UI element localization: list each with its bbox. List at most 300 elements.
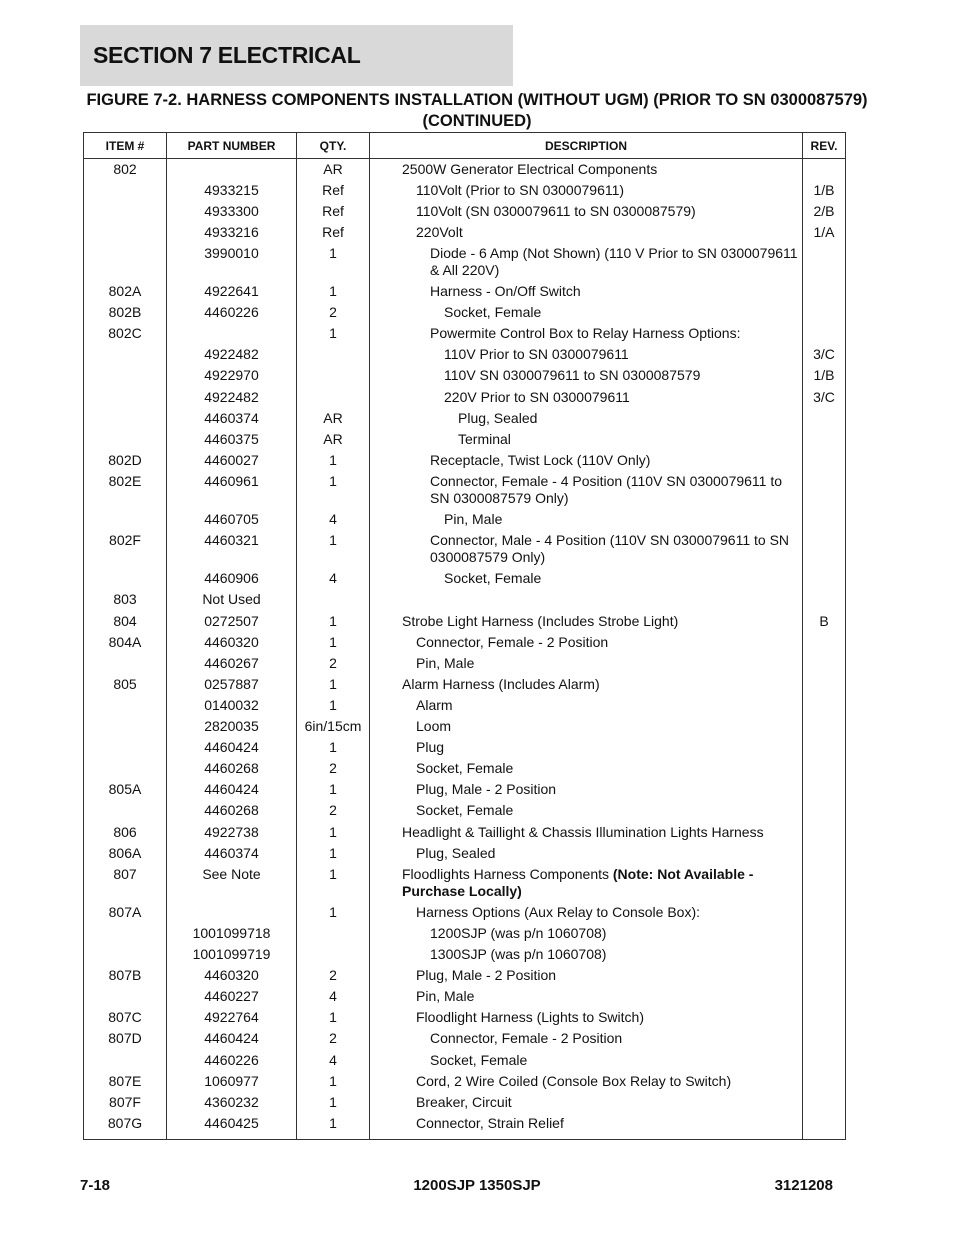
description-text: 110Volt (SN 0300079611 to SN 0300087579): [416, 202, 696, 219]
quantity-cell: 1: [297, 674, 370, 695]
description-text: 110V Prior to SN 0300079611: [444, 346, 629, 363]
quantity-cell: 1: [297, 1092, 370, 1113]
part-number-cell: [167, 902, 297, 923]
description-text: 220Volt: [416, 223, 463, 240]
item-number-cell: [84, 429, 167, 450]
description-text: 1300SJP (was p/n 1060708): [430, 946, 607, 963]
revision-cell: [803, 864, 846, 902]
description-text: Terminal: [458, 430, 511, 447]
description-cell: [370, 1008, 803, 1029]
part-number-cell: 4922482: [167, 387, 297, 408]
description-text: Powermite Control Box to Relay Harness Options:: [430, 325, 741, 342]
revision-cell: [803, 408, 846, 429]
description-text: Plug, Male - 2 Position: [416, 967, 557, 984]
description-cell: [370, 531, 803, 569]
table-row: [84, 1092, 846, 1113]
item-number-cell: 802C: [84, 324, 167, 345]
revision-cell: [803, 801, 846, 822]
item-number-cell: 803: [84, 590, 167, 611]
description-cell: [370, 345, 803, 366]
description-note: (Note: Not Available - Purchase Locally): [402, 865, 754, 899]
revision-cell: 3/C: [803, 345, 846, 366]
item-number-cell: [84, 738, 167, 759]
quantity-cell: 4: [297, 569, 370, 590]
quantity-cell: 1: [297, 471, 370, 509]
quantity-cell: 1: [297, 611, 370, 632]
item-number-cell: [84, 201, 167, 222]
description-text: Connector, Female - 2 Position: [430, 1030, 623, 1047]
item-number-cell: 806: [84, 822, 167, 843]
revision-cell: 1/B: [803, 366, 846, 387]
description-text: Plug: [416, 739, 445, 756]
description-text: Plug, Sealed: [416, 844, 496, 861]
quantity-cell: 2: [297, 759, 370, 780]
part-number-cell: 4460425: [167, 1113, 297, 1134]
revision-cell: [803, 1113, 846, 1134]
item-number-cell: [84, 1050, 167, 1071]
revision-cell: [803, 822, 846, 843]
part-number-cell: 4460320: [167, 966, 297, 987]
item-number-cell: 807B: [84, 966, 167, 987]
description-text: Alarm Harness (Includes Alarm): [402, 675, 600, 692]
description-text: Connector, Female - 2 Position: [416, 633, 609, 650]
table-body: [84, 159, 846, 1140]
table-row: [84, 653, 846, 674]
quantity-cell: 1: [297, 1113, 370, 1134]
part-number-cell: 4460374: [167, 843, 297, 864]
description-text: Socket, Female: [444, 570, 542, 587]
description-cell: [370, 966, 803, 987]
table-row: [84, 923, 846, 944]
table-row: [84, 408, 846, 429]
quantity-cell: 6in/15cm: [297, 717, 370, 738]
quantity-cell: 4: [297, 987, 370, 1008]
column-header-qty: QTY.: [297, 133, 370, 159]
description-text: Floodlight Harness (Lights to Switch): [416, 1009, 644, 1026]
table-row: [84, 303, 846, 324]
quantity-cell: 1: [297, 902, 370, 923]
part-number-cell: 4460321: [167, 531, 297, 569]
revision-cell: 1/A: [803, 222, 846, 243]
revision-cell: [803, 902, 846, 923]
part-number-cell: 4460226: [167, 303, 297, 324]
item-number-cell: 802: [84, 159, 167, 181]
description-text: Pin, Male: [416, 654, 475, 671]
quantity-cell: 4: [297, 1050, 370, 1071]
item-number-cell: [84, 759, 167, 780]
description-text: Alarm: [416, 696, 453, 713]
column-header-item: ITEM #: [84, 133, 167, 159]
description-text: 110Volt (Prior to SN 0300079611): [416, 181, 625, 198]
part-number-cell: Not Used: [167, 590, 297, 611]
revision-cell: [803, 987, 846, 1008]
revision-cell: [803, 695, 846, 716]
description-text: Plug, Male - 2 Position: [416, 781, 557, 798]
description-cell: [370, 717, 803, 738]
table-row: [84, 1050, 846, 1071]
description-cell: [370, 987, 803, 1008]
table-row: [84, 632, 846, 653]
item-number-cell: 806A: [84, 843, 167, 864]
revision-cell: [803, 966, 846, 987]
description-cell: [370, 611, 803, 632]
part-number-cell: [167, 159, 297, 181]
description-text: Connector, Male - 4 Position (110V SN 0300079611 to SN 0300087579 Only): [430, 532, 790, 566]
revision-cell: [803, 531, 846, 569]
revision-cell: [803, 717, 846, 738]
item-number-cell: [84, 345, 167, 366]
description-cell: [370, 1113, 803, 1134]
table-row: [84, 695, 846, 716]
table-row: [84, 717, 846, 738]
table-row: [84, 243, 846, 281]
description-cell: [370, 303, 803, 324]
quantity-cell: AR: [297, 408, 370, 429]
item-number-cell: 802F: [84, 531, 167, 569]
description-text: Loom: [416, 718, 452, 735]
part-number-cell: [167, 324, 297, 345]
part-number-cell: 4460027: [167, 450, 297, 471]
item-number-cell: 807D: [84, 1029, 167, 1050]
part-number-cell: 1001099719: [167, 945, 297, 966]
revision-cell: [803, 923, 846, 944]
column-header-description: DESCRIPTION: [370, 133, 803, 159]
table-row: [84, 611, 846, 632]
revision-cell: [803, 282, 846, 303]
quantity-cell: AR: [297, 429, 370, 450]
description-text: Socket, Female: [444, 304, 542, 321]
empty-cell: [84, 1134, 167, 1139]
quantity-cell: 1: [297, 843, 370, 864]
item-number-cell: [84, 923, 167, 944]
empty-cell: [297, 1134, 370, 1139]
item-number-cell: [84, 695, 167, 716]
quantity-cell: Ref: [297, 201, 370, 222]
revision-cell: 2/B: [803, 201, 846, 222]
description-text: Socket, Female: [430, 1051, 528, 1068]
description-cell: [370, 569, 803, 590]
part-number-cell: 0257887: [167, 674, 297, 695]
description-cell: [370, 1050, 803, 1071]
revision-cell: 3/C: [803, 387, 846, 408]
part-number-cell: 4460424: [167, 780, 297, 801]
table-row: [84, 590, 846, 611]
part-number-cell: 4933216: [167, 222, 297, 243]
description-cell: [370, 843, 803, 864]
table-row: [84, 222, 846, 243]
table-row: [84, 324, 846, 345]
footer-model: 1200SJP 1350SJP: [413, 1177, 541, 1194]
table-row: [84, 159, 846, 181]
table-row: [84, 282, 846, 303]
description-text: Pin, Male: [444, 511, 503, 528]
description-text: Socket, Female: [416, 760, 514, 777]
description-cell: [370, 738, 803, 759]
revision-cell: [803, 590, 846, 611]
description-cell: [370, 923, 803, 944]
table-row: [84, 471, 846, 509]
description-cell: [370, 632, 803, 653]
description-text: Receptacle, Twist Lock (110V Only): [430, 451, 651, 468]
description-cell: [370, 945, 803, 966]
revision-cell: [803, 450, 846, 471]
description-cell: [370, 801, 803, 822]
description-text: Breaker, Circuit: [416, 1093, 512, 1110]
table-row: [84, 429, 846, 450]
table-row: [84, 569, 846, 590]
revision-cell: [803, 1050, 846, 1071]
description-cell: [370, 590, 803, 611]
revision-cell: [803, 324, 846, 345]
description-text: 220V Prior to SN 0300079611: [444, 388, 630, 405]
description-text: Socket, Female: [416, 802, 514, 819]
part-number-cell: 4460424: [167, 738, 297, 759]
description-cell: [370, 759, 803, 780]
quantity-cell: 2: [297, 1029, 370, 1050]
part-number-cell: 4933215: [167, 180, 297, 201]
quantity-cell: [297, 366, 370, 387]
part-number-cell: 0272507: [167, 611, 297, 632]
description-cell: [370, 1092, 803, 1113]
item-number-cell: [84, 717, 167, 738]
description-cell: [370, 1029, 803, 1050]
description-cell: [370, 282, 803, 303]
part-number-cell: 4460268: [167, 759, 297, 780]
revision-cell: [803, 843, 846, 864]
item-number-cell: [84, 222, 167, 243]
description-text: Plug, Sealed: [458, 409, 538, 426]
part-number-cell: 4460227: [167, 987, 297, 1008]
description-text: Strobe Light Harness (Includes Strobe Light): [402, 612, 679, 629]
item-number-cell: 802A: [84, 282, 167, 303]
item-number-cell: 807G: [84, 1113, 167, 1134]
description-text: 2500W Generator Electrical Components: [402, 160, 658, 177]
table-row: [84, 945, 846, 966]
quantity-cell: 1: [297, 1071, 370, 1092]
part-number-cell: 4460375: [167, 429, 297, 450]
description-cell: [370, 450, 803, 471]
quantity-cell: [297, 387, 370, 408]
item-number-cell: 805: [84, 674, 167, 695]
quantity-cell: 2: [297, 966, 370, 987]
part-number-cell: 4922641: [167, 282, 297, 303]
item-number-cell: [84, 408, 167, 429]
part-number-cell: 4922764: [167, 1008, 297, 1029]
empty-cell: [803, 1134, 846, 1139]
description-cell: [370, 324, 803, 345]
table-row: [84, 450, 846, 471]
item-number-cell: [84, 510, 167, 531]
item-number-cell: [84, 987, 167, 1008]
item-number-cell: [84, 387, 167, 408]
description-cell: [370, 222, 803, 243]
section-header: SECTION 7 ELECTRICAL: [80, 25, 513, 86]
description-cell: [370, 159, 803, 181]
table-row: [84, 1029, 846, 1050]
revision-cell: [803, 243, 846, 281]
part-number-cell: 3990010: [167, 243, 297, 281]
quantity-cell: Ref: [297, 180, 370, 201]
item-number-cell: 807E: [84, 1071, 167, 1092]
table-row: [84, 864, 846, 902]
part-number-cell: 4922738: [167, 822, 297, 843]
table-row: [84, 987, 846, 1008]
quantity-cell: 4: [297, 510, 370, 531]
revision-cell: [803, 759, 846, 780]
part-number-cell: 4933300: [167, 201, 297, 222]
parts-table: [83, 132, 846, 1140]
table-row: [84, 531, 846, 569]
quantity-cell: 1: [297, 780, 370, 801]
description-text: Headlight & Taillight & Chassis Illumination Lights Harness: [402, 823, 764, 840]
part-number-cell: 0140032: [167, 695, 297, 716]
part-number-cell: 4460424: [167, 1029, 297, 1050]
quantity-cell: [297, 945, 370, 966]
description-text: Floodlights Harness Components: [402, 865, 613, 882]
table-row: [84, 387, 846, 408]
part-number-cell: 4360232: [167, 1092, 297, 1113]
item-number-cell: 804: [84, 611, 167, 632]
table-row: [84, 822, 846, 843]
description-cell: [370, 864, 803, 902]
table-row: [84, 902, 846, 923]
revision-cell: [803, 1029, 846, 1050]
revision-cell: [803, 653, 846, 674]
revision-cell: B: [803, 611, 846, 632]
table-header-row: [84, 133, 846, 159]
description-cell: [370, 1071, 803, 1092]
part-number-cell: 4460226: [167, 1050, 297, 1071]
description-text: Pin, Male: [416, 988, 475, 1005]
item-number-cell: 802D: [84, 450, 167, 471]
quantity-cell: [297, 345, 370, 366]
quantity-cell: Ref: [297, 222, 370, 243]
table-row: [84, 345, 846, 366]
quantity-cell: 1: [297, 864, 370, 902]
item-number-cell: 807A: [84, 902, 167, 923]
quantity-cell: 1: [297, 531, 370, 569]
description-text: 110V SN 0300079611 to SN 0300087579: [444, 367, 701, 384]
item-number-cell: 802E: [84, 471, 167, 509]
quantity-cell: 2: [297, 653, 370, 674]
item-number-cell: [84, 366, 167, 387]
part-number-cell: 4460374: [167, 408, 297, 429]
description-cell: [370, 429, 803, 450]
quantity-cell: 1: [297, 738, 370, 759]
description-text: Connector, Female - 4 Position (110V SN 0300079611 to SN 0300087579 Only): [430, 472, 783, 506]
quantity-cell: 1: [297, 1008, 370, 1029]
empty-cell: [167, 1134, 297, 1139]
description-text: Harness Options (Aux Relay to Console Box):: [416, 903, 701, 920]
revision-cell: [803, 632, 846, 653]
description-cell: [370, 653, 803, 674]
table-filler-row: [84, 1134, 846, 1139]
table-row: [84, 1071, 846, 1092]
revision-cell: [803, 429, 846, 450]
description-cell: [370, 180, 803, 201]
description-text: 1200SJP (was p/n 1060708): [430, 924, 607, 941]
description-cell: [370, 822, 803, 843]
item-number-cell: 807C: [84, 1008, 167, 1029]
description-cell: [370, 243, 803, 281]
item-number-cell: 807: [84, 864, 167, 902]
part-number-cell: See Note: [167, 864, 297, 902]
quantity-cell: 1: [297, 324, 370, 345]
item-number-cell: [84, 801, 167, 822]
table-row: [84, 801, 846, 822]
table-row: [84, 780, 846, 801]
table-row: [84, 966, 846, 987]
description-text: Diode - 6 Amp (Not Shown) (110 V Prior to SN 0300079611 & All 220V): [430, 244, 798, 278]
table-row: [84, 759, 846, 780]
description-text: Connector, Strain Relief: [416, 1114, 564, 1131]
column-header-rev: REV.: [803, 133, 846, 159]
part-number-cell: 4460267: [167, 653, 297, 674]
description-cell: [370, 780, 803, 801]
part-number-cell: 2820035: [167, 717, 297, 738]
description-cell: [370, 408, 803, 429]
table-row: [84, 1113, 846, 1134]
quantity-cell: 2: [297, 801, 370, 822]
table-row: [84, 738, 846, 759]
revision-cell: [803, 1071, 846, 1092]
revision-cell: [803, 1008, 846, 1029]
quantity-cell: 1: [297, 695, 370, 716]
revision-cell: [803, 674, 846, 695]
description-cell: [370, 695, 803, 716]
revision-cell: [803, 1092, 846, 1113]
part-number-cell: 1060977: [167, 1071, 297, 1092]
part-number-cell: 4460961: [167, 471, 297, 509]
description-text: Harness - On/Off Switch: [430, 283, 581, 300]
column-header-part-number: PART NUMBER: [167, 133, 297, 159]
description-cell: [370, 510, 803, 531]
revision-cell: 1/B: [803, 180, 846, 201]
description-cell: [370, 201, 803, 222]
revision-cell: [803, 738, 846, 759]
quantity-cell: 1: [297, 243, 370, 281]
table-row: [84, 201, 846, 222]
item-number-cell: 807F: [84, 1092, 167, 1113]
figure-title: FIGURE 7-2. HARNESS COMPONENTS INSTALLATION (WITHOUT UGM) (PRIOR TO SN 0300087579) (CONTINUED): [86, 91, 868, 130]
description-cell: [370, 387, 803, 408]
quantity-cell: 1: [297, 822, 370, 843]
part-number-cell: 4460906: [167, 569, 297, 590]
revision-cell: [803, 510, 846, 531]
part-number-cell: 1001099718: [167, 923, 297, 944]
item-number-cell: [84, 180, 167, 201]
description-cell: [370, 471, 803, 509]
quantity-cell: 1: [297, 450, 370, 471]
quantity-cell: 1: [297, 282, 370, 303]
item-number-cell: [84, 243, 167, 281]
part-number-cell: 4460268: [167, 801, 297, 822]
revision-cell: [803, 471, 846, 509]
table-row: [84, 510, 846, 531]
table-row: [84, 180, 846, 201]
description-cell: [370, 902, 803, 923]
item-number-cell: 804A: [84, 632, 167, 653]
quantity-cell: 1: [297, 632, 370, 653]
part-number-cell: 4460705: [167, 510, 297, 531]
footer-doc-number: 3121208: [774, 1177, 833, 1194]
item-number-cell: [84, 653, 167, 674]
quantity-cell: 2: [297, 303, 370, 324]
item-number-cell: 802B: [84, 303, 167, 324]
footer-page-number: 7-18: [80, 1177, 111, 1194]
revision-cell: [803, 159, 846, 181]
table-row: [84, 674, 846, 695]
